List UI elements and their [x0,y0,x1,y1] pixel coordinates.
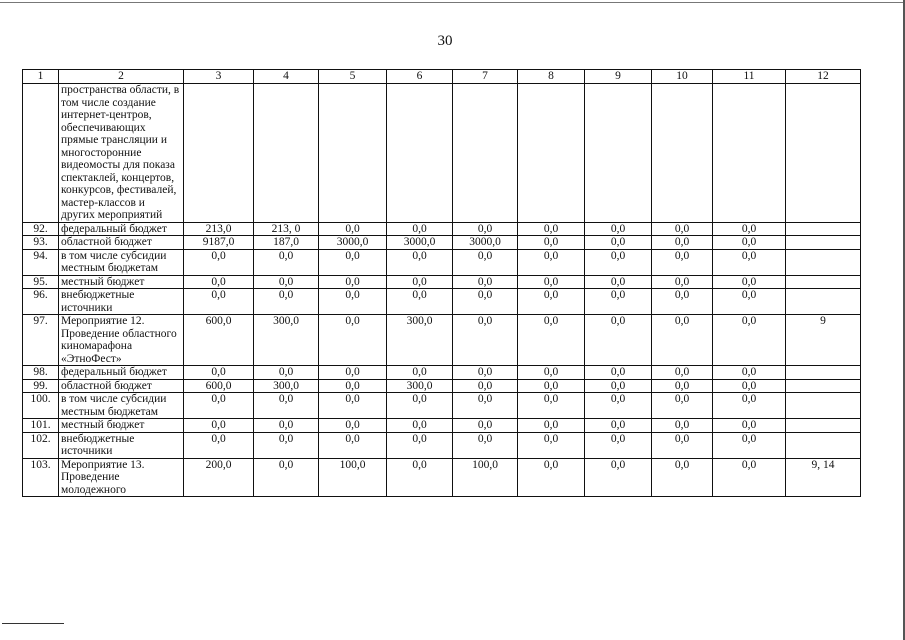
value-cell: 0,0 [518,419,585,433]
reference-cell [786,275,861,289]
row-number [23,84,59,223]
header-cell: 11 [713,70,786,84]
item-name: внебюджетные источники [59,289,184,315]
value-cell: 0,0 [319,419,387,433]
value-cell [585,84,652,223]
value-cell: 0,0 [713,289,786,315]
value-cell: 0,0 [254,275,319,289]
value-cell: 0,0 [585,236,652,250]
row-number: 95. [23,275,59,289]
table-row [23,222,861,236]
table-row [23,275,861,289]
value-cell: 0,0 [184,393,254,419]
reference-cell [786,249,861,275]
value-cell: 200,0 [184,458,254,497]
value-cell: 0,0 [184,432,254,458]
value-cell: 0,0 [254,289,319,315]
reference-cell: 9 [786,315,861,366]
value-cell: 0,0 [585,379,652,393]
value-cell: 0,0 [319,222,387,236]
table-row [23,419,861,433]
value-cell: 0,0 [319,275,387,289]
value-cell: 213, 0 [254,222,319,236]
value-cell: 0,0 [652,419,713,433]
value-cell: 0,0 [652,275,713,289]
table-row [23,315,861,366]
value-cell: 0,0 [652,366,713,380]
value-cell: 3000,0 [387,236,453,250]
value-cell: 0,0 [387,393,453,419]
header-cell: 8 [518,70,585,84]
value-cell [387,84,453,223]
value-cell: 0,0 [518,379,585,393]
reference-cell [786,432,861,458]
value-cell: 0,0 [652,458,713,497]
reference-cell [786,222,861,236]
value-cell: 0,0 [518,275,585,289]
value-cell: 0,0 [387,289,453,315]
value-cell: 0,0 [652,222,713,236]
value-cell: 0,0 [387,366,453,380]
value-cell: 0,0 [453,275,518,289]
scan-top-edge [0,2,905,3]
value-cell: 100,0 [453,458,518,497]
reference-cell [786,419,861,433]
value-cell: 9187,0 [184,236,254,250]
value-cell: 0,0 [518,289,585,315]
value-cell: 0,0 [453,222,518,236]
value-cell: 0,0 [319,315,387,366]
value-cell: 100,0 [319,458,387,497]
value-cell: 0,0 [585,222,652,236]
item-name: в том числе субсидии местным бюджетам [59,249,184,275]
value-cell: 0,0 [319,366,387,380]
item-name: внебюджетные источники [59,432,184,458]
value-cell [453,84,518,223]
value-cell: 0,0 [518,458,585,497]
budget-table [22,69,861,497]
value-cell: 600,0 [184,315,254,366]
value-cell: 0,0 [184,249,254,275]
reference-cell [786,84,861,223]
value-cell: 3000,0 [319,236,387,250]
value-cell: 0,0 [713,432,786,458]
value-cell: 0,0 [387,432,453,458]
value-cell: 0,0 [453,379,518,393]
table-row [23,84,861,223]
value-cell: 0,0 [713,366,786,380]
reference-cell [786,393,861,419]
value-cell: 0,0 [713,458,786,497]
value-cell: 0,0 [518,222,585,236]
table-row [23,366,861,380]
table-row [23,458,861,497]
value-cell: 0,0 [585,393,652,419]
header-cell: 9 [585,70,652,84]
value-cell: 300,0 [254,315,319,366]
value-cell: 0,0 [518,315,585,366]
value-cell: 0,0 [713,419,786,433]
value-cell: 0,0 [453,432,518,458]
value-cell: 0,0 [585,458,652,497]
value-cell: 0,0 [652,432,713,458]
row-number: 103. [23,458,59,497]
value-cell: 3000,0 [453,236,518,250]
value-cell: 0,0 [184,419,254,433]
row-number: 92. [23,222,59,236]
value-cell: 0,0 [713,393,786,419]
item-name: в том числе субсидии местным бюджетам [59,393,184,419]
value-cell: 0,0 [387,419,453,433]
header-cell: 7 [453,70,518,84]
value-cell: 0,0 [319,393,387,419]
item-name: федеральный бюджет [59,366,184,380]
value-cell: 0,0 [585,315,652,366]
item-name: местный бюджет [59,275,184,289]
item-name: федеральный бюджет [59,222,184,236]
value-cell: 0,0 [254,458,319,497]
header-cell: 3 [184,70,254,84]
item-name: местный бюджет [59,419,184,433]
value-cell: 0,0 [453,419,518,433]
row-number: 99. [23,379,59,393]
value-cell: 0,0 [713,315,786,366]
page-number: 30 [437,33,453,49]
table-row [23,289,861,315]
table-row [23,379,861,393]
value-cell: 0,0 [254,393,319,419]
value-cell: 0,0 [184,275,254,289]
header-cell: 5 [319,70,387,84]
value-cell [319,84,387,223]
value-cell: 0,0 [254,419,319,433]
value-cell [254,84,319,223]
item-name: пространства области, в том числе создание интернет-центров, обеспечивающих прямые трансляции и многосторонние видеомосты для показа спектаклей, концертов, конкурсов, фестивалей, мастер-классов и других мероприятий [59,84,184,223]
value-cell: 0,0 [585,419,652,433]
value-cell [713,84,786,223]
row-number: 102. [23,432,59,458]
value-cell: 0,0 [713,379,786,393]
table-body [23,84,861,497]
value-cell: 0,0 [184,289,254,315]
item-name: Мероприятие 12. Проведение областного киномарафона «ЭтноФест» [59,315,184,366]
value-cell: 0,0 [254,249,319,275]
value-cell [518,84,585,223]
value-cell: 0,0 [518,432,585,458]
value-cell: 0,0 [453,289,518,315]
item-name: областной бюджет [59,236,184,250]
row-number: 94. [23,249,59,275]
reference-cell [786,379,861,393]
value-cell: 0,0 [585,289,652,315]
value-cell: 0,0 [713,249,786,275]
header-cell: 6 [387,70,453,84]
reference-cell [786,366,861,380]
table-row [23,236,861,250]
header-row [23,70,861,84]
value-cell: 0,0 [518,393,585,419]
header-cell: 12 [786,70,861,84]
row-number: 96. [23,289,59,315]
value-cell: 0,0 [319,379,387,393]
value-cell: 0,0 [585,366,652,380]
value-cell: 187,0 [254,236,319,250]
value-cell: 0,0 [713,236,786,250]
item-name: областной бюджет [59,379,184,393]
value-cell: 0,0 [319,432,387,458]
value-cell: 0,0 [713,275,786,289]
header-cell: 10 [652,70,713,84]
row-number: 98. [23,366,59,380]
value-cell: 300,0 [387,315,453,366]
value-cell: 0,0 [652,236,713,250]
value-cell: 0,0 [652,315,713,366]
value-cell: 0,0 [387,249,453,275]
value-cell: 0,0 [585,249,652,275]
value-cell [652,84,713,223]
row-number: 101. [23,419,59,433]
value-cell: 0,0 [713,222,786,236]
value-cell: 0,0 [453,249,518,275]
value-cell: 213,0 [184,222,254,236]
reference-cell [786,289,861,315]
value-cell: 0,0 [652,379,713,393]
value-cell: 0,0 [254,432,319,458]
header-cell: 4 [254,70,319,84]
value-cell: 0,0 [652,289,713,315]
value-cell: 0,0 [387,458,453,497]
value-cell: 0,0 [453,393,518,419]
value-cell: 0,0 [319,249,387,275]
reference-cell: 9, 14 [786,458,861,497]
reference-cell [786,236,861,250]
value-cell: 0,0 [585,432,652,458]
item-name: Мероприятие 13. Проведение молодежного [59,458,184,497]
value-cell: 300,0 [387,379,453,393]
value-cell: 0,0 [518,249,585,275]
value-cell: 0,0 [652,249,713,275]
value-cell: 0,0 [387,275,453,289]
table-row [23,393,861,419]
header-cell: 1 [23,70,59,84]
row-number: 100. [23,393,59,419]
value-cell: 0,0 [387,222,453,236]
value-cell: 0,0 [453,315,518,366]
value-cell: 0,0 [453,366,518,380]
value-cell: 0,0 [319,289,387,315]
value-cell: 0,0 [518,366,585,380]
table-row [23,432,861,458]
value-cell: 0,0 [652,393,713,419]
value-cell: 0,0 [184,366,254,380]
row-number: 93. [23,236,59,250]
value-cell: 300,0 [254,379,319,393]
table-row [23,249,861,275]
value-cell: 0,0 [585,275,652,289]
footnote-line [2,623,64,624]
row-number: 97. [23,315,59,366]
value-cell [184,84,254,223]
value-cell: 600,0 [184,379,254,393]
header-cell: 2 [59,70,184,84]
value-cell: 0,0 [254,366,319,380]
value-cell: 0,0 [518,236,585,250]
